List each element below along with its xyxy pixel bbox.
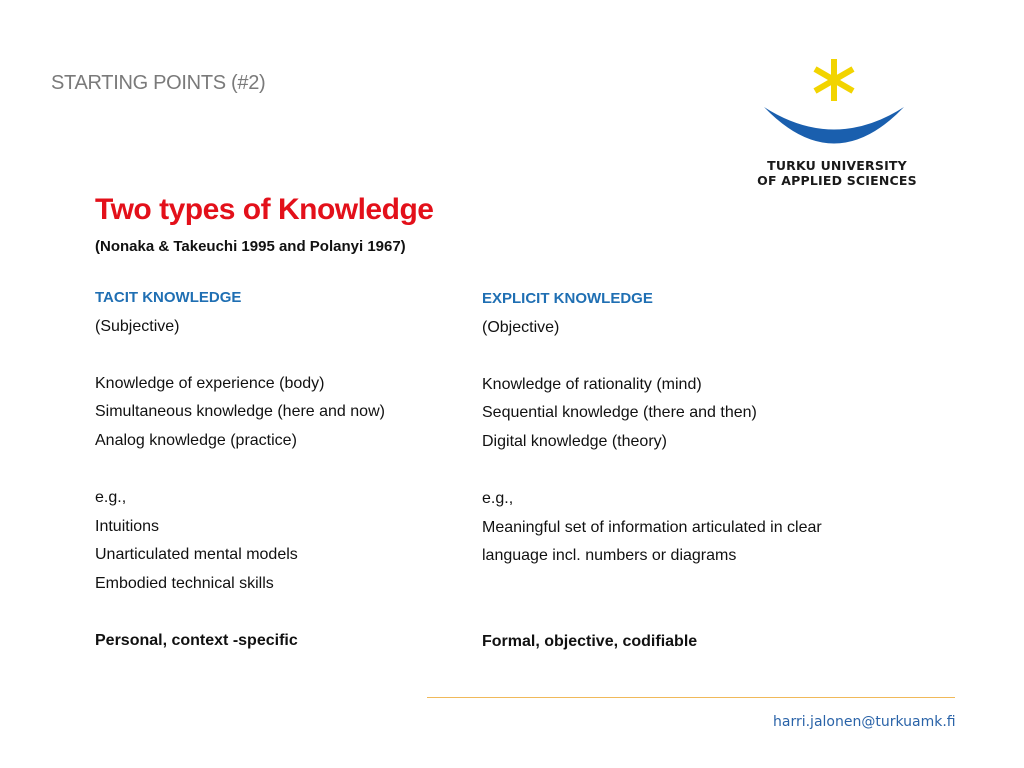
explicit-item: Sequential knowledge (there and then): [482, 404, 757, 422]
tacit-eg-label: e.g.,: [95, 489, 127, 507]
footer-divider: [427, 697, 955, 698]
tacit-item: Analog knowledge (practice): [95, 431, 297, 449]
explicit-column: [482, 285, 912, 657]
explicit-heading: EXPLICIT KNOWLEDGE: [482, 290, 653, 307]
explicit-example: language incl. numbers or diagrams: [482, 547, 737, 565]
explicit-subtitle: (Objective): [482, 318, 560, 336]
tacit-subtitle: (Subjective): [95, 317, 180, 335]
tacit-example: Intuitions: [95, 517, 160, 535]
explicit-eg-label: e.g.,: [482, 490, 514, 508]
tacit-item: Knowledge of experience (body): [95, 374, 325, 392]
explicit-item: Digital knowledge (theory): [482, 432, 667, 450]
explicit-item: Knowledge of rationality (mind): [482, 375, 702, 393]
tacit-heading: TACIT KNOWLEDGE: [95, 289, 242, 306]
star-and-bowl-icon: [760, 52, 910, 152]
main-title: Two types of Knowledge: [95, 193, 434, 226]
citation: (Nonaka & Takeuchi 1995 and Polanyi 1967): [95, 238, 406, 255]
university-logo: [752, 52, 922, 192]
contact-email[interactable]: harri.jalonen@turkuamk.fi: [773, 714, 956, 730]
tacit-summary: Personal, context -specific: [95, 632, 298, 650]
explicit-example: Meaningful set of information articulated in clear: [482, 518, 822, 536]
section-label: STARTING POINTS (#2): [51, 72, 266, 94]
logo-text-line2: OF APPLIED SCIENCES: [757, 173, 917, 188]
logo-text-line1: TURKU UNIVERSITY: [767, 158, 907, 173]
tacit-example: Unarticulated mental models: [95, 546, 298, 564]
tacit-column: [95, 284, 495, 656]
explicit-summary: Formal, objective, codifiable: [482, 633, 698, 651]
tacit-item: Simultaneous knowledge (here and now): [95, 403, 385, 421]
tacit-example: Embodied technical skills: [95, 574, 274, 592]
